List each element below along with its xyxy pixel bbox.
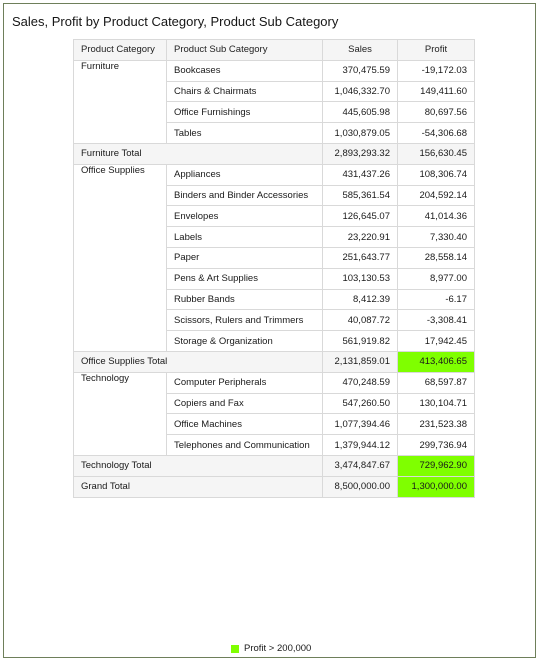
table-row	[74, 372, 475, 393]
subtotal-row	[74, 455, 475, 476]
column-header-profit[interactable]: Profit	[398, 40, 475, 61]
sales-cell[interactable]: 1,046,332.70	[323, 81, 398, 102]
sales-cell[interactable]: 431,437.26	[323, 164, 398, 185]
pivot-body	[74, 60, 475, 497]
sub-category-cell[interactable]: Paper	[167, 247, 323, 268]
sub-category-cell[interactable]: Office Furnishings	[167, 102, 323, 123]
profit-cell[interactable]: 41,014.36	[398, 206, 475, 227]
subtotal-label: Technology Total	[74, 455, 323, 476]
table-row	[74, 60, 475, 81]
profit-cell[interactable]: -3,308.41	[398, 310, 475, 331]
profit-cell[interactable]: -6.17	[398, 289, 475, 310]
report-frame	[3, 3, 536, 658]
sales-cell[interactable]: 370,475.59	[323, 60, 398, 81]
sub-category-cell[interactable]: Labels	[167, 227, 323, 248]
sub-category-cell[interactable]: Appliances	[167, 164, 323, 185]
profit-cell[interactable]: 204,592.14	[398, 185, 475, 206]
profit-cell[interactable]: -19,172.03	[398, 60, 475, 81]
subtotal-profit[interactable]: 156,630.45	[398, 143, 475, 164]
profit-cell[interactable]: 8,977.00	[398, 268, 475, 289]
subtotal-sales[interactable]: 3,474,847.67	[323, 455, 398, 476]
grand-total-label: Grand Total	[74, 476, 323, 497]
sales-cell[interactable]: 23,220.91	[323, 227, 398, 248]
sub-category-cell[interactable]: Envelopes	[167, 206, 323, 227]
sub-category-cell[interactable]: Copiers and Fax	[167, 393, 323, 414]
report-title: Sales, Profit by Product Category, Product Sub Category	[12, 14, 339, 29]
subtotal-profit[interactable]: 729,962.90	[398, 455, 475, 476]
grand-total-sales[interactable]: 8,500,000.00	[323, 476, 398, 497]
sales-cell[interactable]: 1,077,394.46	[323, 414, 398, 435]
subtotal-sales[interactable]: 2,893,293.32	[323, 143, 398, 164]
category-cell[interactable]: Office Supplies	[74, 164, 167, 351]
table-row	[74, 164, 475, 185]
grand-total-row	[74, 476, 475, 497]
sub-category-cell[interactable]: Rubber Bands	[167, 289, 323, 310]
subtotal-label: Office Supplies Total	[74, 351, 323, 372]
subtotal-row	[74, 143, 475, 164]
subtotal-sales[interactable]: 2,131,859.01	[323, 351, 398, 372]
sales-cell[interactable]: 8,412.39	[323, 289, 398, 310]
sales-cell[interactable]: 1,379,944.12	[323, 435, 398, 456]
sub-category-cell[interactable]: Storage & Organization	[167, 331, 323, 352]
profit-cell[interactable]: 149,411.60	[398, 81, 475, 102]
legend-swatch	[231, 645, 239, 653]
sales-cell[interactable]: 470,248.59	[323, 372, 398, 393]
profit-cell[interactable]: 68,597.87	[398, 372, 475, 393]
legend-label: Profit > 200,000	[244, 643, 312, 654]
sub-category-cell[interactable]: Binders and Binder Accessories	[167, 185, 323, 206]
sub-category-cell[interactable]: Tables	[167, 123, 323, 144]
sub-category-cell[interactable]: Pens & Art Supplies	[167, 268, 323, 289]
header-row	[74, 40, 475, 61]
profit-cell[interactable]: 17,942.45	[398, 331, 475, 352]
sales-cell[interactable]: 40,087.72	[323, 310, 398, 331]
profit-cell[interactable]: 299,736.94	[398, 435, 475, 456]
profit-cell[interactable]: 130,104.71	[398, 393, 475, 414]
profit-cell[interactable]: 231,523.38	[398, 414, 475, 435]
sales-cell[interactable]: 1,030,879.05	[323, 123, 398, 144]
column-header-sub-category[interactable]: Product Sub Category	[167, 40, 323, 61]
sub-category-cell[interactable]: Computer Peripherals	[167, 372, 323, 393]
grand-total-profit[interactable]: 1,300,000.00	[398, 476, 475, 497]
legend	[231, 643, 311, 654]
category-cell[interactable]: Technology	[74, 372, 167, 455]
sales-cell[interactable]: 547,260.50	[323, 393, 398, 414]
profit-cell[interactable]: 28,558.14	[398, 247, 475, 268]
profit-cell[interactable]: 108,306.74	[398, 164, 475, 185]
subtotal-row	[74, 351, 475, 372]
sub-category-cell[interactable]: Chairs & Chairmats	[167, 81, 323, 102]
category-cell[interactable]: Furniture	[74, 60, 167, 143]
sub-category-cell[interactable]: Bookcases	[167, 60, 323, 81]
sales-cell[interactable]: 126,645.07	[323, 206, 398, 227]
subtotal-label: Furniture Total	[74, 143, 323, 164]
pivot-table	[73, 39, 475, 498]
sub-category-cell[interactable]: Office Machines	[167, 414, 323, 435]
sub-category-cell[interactable]: Scissors, Rulers and Trimmers	[167, 310, 323, 331]
sales-cell[interactable]: 103,130.53	[323, 268, 398, 289]
sales-cell[interactable]: 585,361.54	[323, 185, 398, 206]
sales-cell[interactable]: 445,605.98	[323, 102, 398, 123]
subtotal-profit[interactable]: 413,406.65	[398, 351, 475, 372]
sub-category-cell[interactable]: Telephones and Communication	[167, 435, 323, 456]
sales-cell[interactable]: 561,919.82	[323, 331, 398, 352]
profit-cell[interactable]: 7,330.40	[398, 227, 475, 248]
profit-cell[interactable]: 80,697.56	[398, 102, 475, 123]
column-header-sales[interactable]: Sales	[323, 40, 398, 61]
column-header-category[interactable]: Product Category	[74, 40, 167, 61]
sales-cell[interactable]: 251,643.77	[323, 247, 398, 268]
profit-cell[interactable]: -54,306.68	[398, 123, 475, 144]
